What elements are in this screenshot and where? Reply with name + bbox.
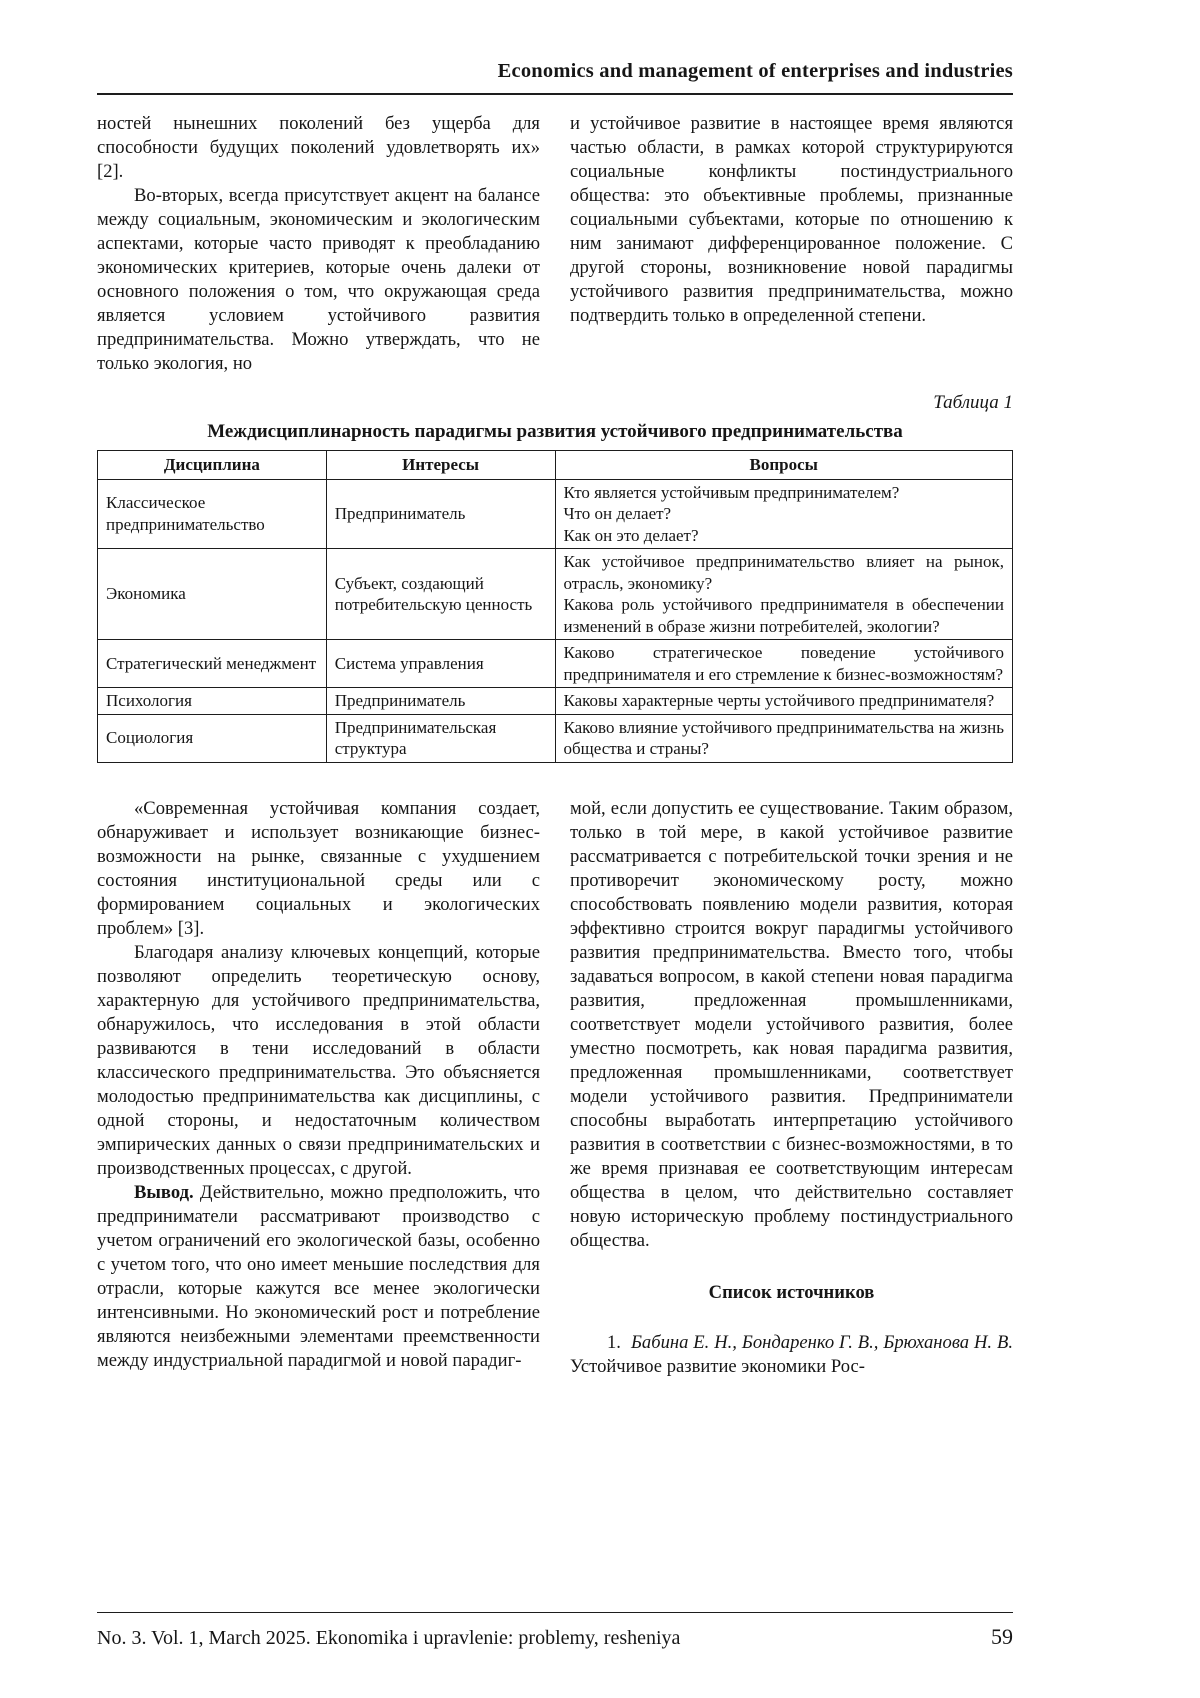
- reference-number: 1.: [607, 1331, 621, 1353]
- interests-cell: Предприниматель: [326, 479, 555, 549]
- discipline-cell: Экономика: [98, 549, 327, 640]
- table-header-discipline: Дисциплина: [98, 451, 327, 480]
- questions-cell: Кто является устойчивым предпринимателем? Что он делает? Как он это делает?: [555, 479, 1013, 549]
- table-row: [98, 640, 1013, 688]
- page-header: [97, 58, 1013, 95]
- paragraph: Благодаря анализу ключевых концепций, которые позволяют определить теоретическую основу, характерную для устойчивого предпринимательства, обнаружилось, что исследования в этой области развиваются в тени исследований в области классического предпринимательства. Это объясняется молодостью предпринимательства как дисциплины, с одной стороны, и недостаточным количеством эмпирических данных о связи предпринимательских и производственных процессах, с другой.: [97, 941, 540, 1179]
- conclusion-lead: Вывод.: [134, 1181, 194, 1203]
- table-row: [98, 479, 1013, 549]
- discipline-cell: Социология: [98, 714, 327, 762]
- reference-item: [570, 1331, 1013, 1379]
- interests-cell: Предприниматель: [326, 688, 555, 715]
- table-header-interests: Интересы: [326, 451, 555, 480]
- reference-text: Устойчивое развитие экономики Рос-: [570, 1355, 865, 1377]
- interests-cell: Субъект, создающий потребительскую ценность: [326, 549, 555, 640]
- body-left-column: [97, 797, 540, 1379]
- interests-cell: Система управления: [326, 640, 555, 688]
- intro-section: [97, 112, 1013, 376]
- paragraph: Во-вторых, всегда присутствует акцент на балансе между социальным, экономическим и экологическим аспектами, которые часто приводят к преобладанию экономических критериев, которые очень далеки от основного положения о том, что окружающая среда является условием устойчивого развития предпринимательства. Можно утверждать, что не только экология, но: [97, 185, 540, 374]
- table-row: [98, 688, 1013, 715]
- conclusion-paragraph: [97, 1181, 540, 1373]
- body-section: [97, 797, 1013, 1379]
- interdisciplinarity-table: [97, 450, 1013, 763]
- discipline-cell: Классическое предпринимательство: [98, 479, 327, 549]
- references-heading: Список источников: [708, 1281, 875, 1303]
- header-rule: [97, 93, 1013, 95]
- table-header-questions: Вопросы: [555, 451, 1013, 480]
- page-footer: [97, 1612, 1013, 1650]
- running-head-title: Economics and management of enterprises and industries: [497, 60, 1013, 82]
- table-header-row: [98, 451, 1013, 480]
- table-caption: Таблица 1: [933, 392, 1013, 413]
- intro-right-column: [570, 112, 1013, 376]
- intro-left-column: [97, 112, 540, 376]
- reference-authors: Бабина Е. Н., Бондаренко Г. В., Брюханова Н. В.: [630, 1331, 1013, 1353]
- conclusion-text: Действительно, можно предположить, что предприниматели рассматривают производство с учетом ограничений его экологической базы, особенно с учетом того, что оно имеет меньшие последствия для отрасли, которые кажутся все менее экологически интенсивными. Но экономический рост и потребление являются неизбежными элементами преемственности между индустриальной парадигмой и новой парадиг-: [97, 1181, 540, 1371]
- paragraph: и устойчивое развитие в настоящее время являются частью области, в рамках которой структурируются социальные конфликты постиндустриального общества: это объективные проблемы, признанные социальными субъектами, которые по отношению к ним занимают дифференцированное положение. С другой стороны, возникновение новой парадигмы устойчивого развития предпринимательства, можно подтвердить только в определенной степени.: [570, 113, 1013, 326]
- table-title: Междисциплинарность парадигмы развития устойчивого предпринимательства: [207, 421, 903, 442]
- interests-cell: Предпринимательская структура: [326, 714, 555, 762]
- table-row: [98, 714, 1013, 762]
- paragraph: «Современная устойчивая компания создает, обнаруживает и использует возникающие бизнес-возможности на рынке, связанные с ухудшением состояния институциональной среды или с формированием социальных и экологических проблем» [3].: [97, 797, 540, 939]
- body-right-column: [570, 797, 1013, 1379]
- footer-journal-info: No. 3. Vol. 1, March 2025. Ekonomika i upravlenie: problemy, resheniya: [97, 1627, 681, 1649]
- questions-cell: Каково влияние устойчивого предпринимательства на жизнь общества и страны?: [555, 714, 1013, 762]
- questions-cell: Как устойчивое предпринимательство влияет на рынок, отрасль, экономику? Какова роль устойчивого предпринимателя в обеспечении изменений в образе жизни потребителей, экологии?: [555, 549, 1013, 640]
- footer-page-number: 59: [991, 1624, 1013, 1649]
- discipline-cell: Стратегический менеджмент: [98, 640, 327, 688]
- paragraph: ностей нынешних поколений без ущерба для способности будущих поколений удовлетворять их» [2].: [97, 113, 540, 182]
- questions-cell: Каковы характерные черты устойчивого предпринимателя?: [555, 688, 1013, 715]
- questions-cell: Каково стратегическое поведение устойчивого предпринимателя и его стремление к бизнес-возможностям?: [555, 640, 1013, 688]
- paragraph: мой, если допустить ее существование. Таким образом, только в той мере, в какой устойчивое развитие рассматривается с потребительской точки зрения и не противоречит экономическому росту, можно способствовать появлению модели развития, которая эффективно строится вокруг парадигмы устойчивого развития предпринимательства. Вместо того, чтобы задаваться вопросом, в какой степени новая парадигма развития, предложенная промышленниками, соответствует модели устойчивого развития, более уместно посмотреть, как новая парадигма развития, предложенная промышленниками, соответствует модели устойчивого развития. Предприниматели способны выработать интерпретацию устойчивого развития в соответствии с бизнес-возможностями, в то же время признавая ее соответствующим интересам общества в целом, что действительно составляет новую историческую проблему постиндустриального общества.: [570, 797, 1013, 1251]
- table-row: [98, 549, 1013, 640]
- discipline-cell: Психология: [98, 688, 327, 715]
